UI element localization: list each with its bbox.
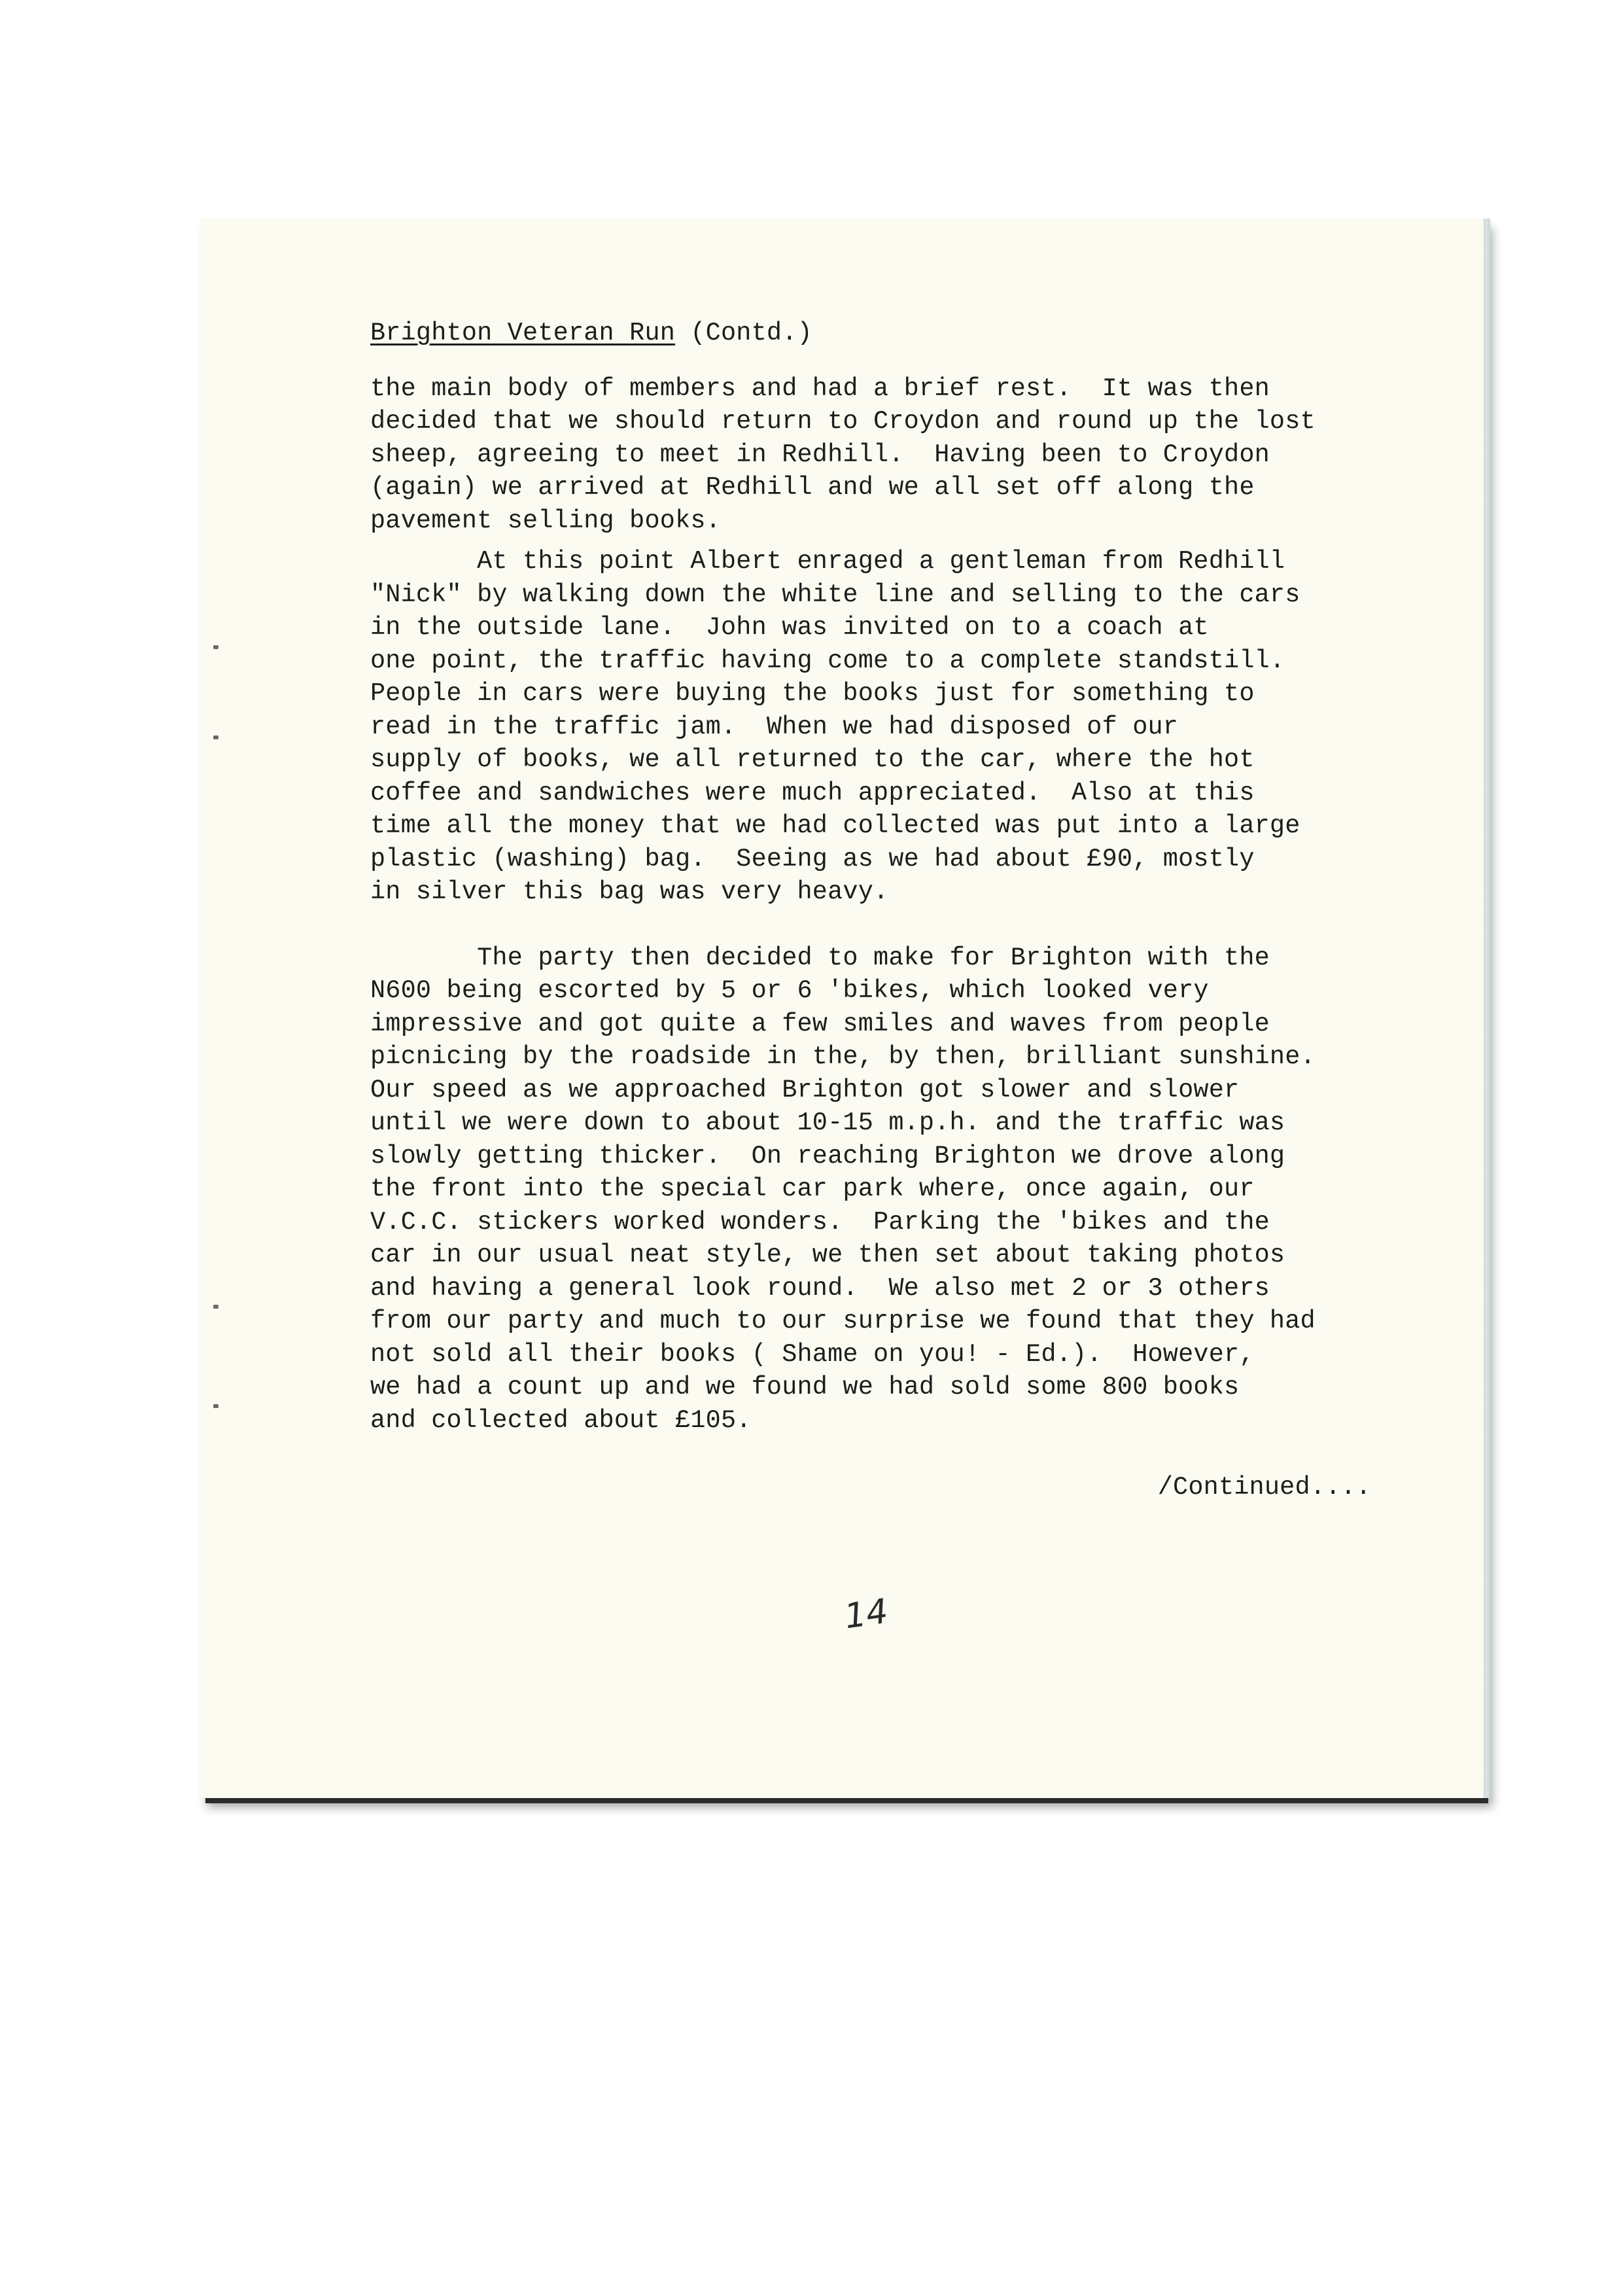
section-heading <box>370 317 1391 350</box>
text-line: time all the money that we had collected was put into a large <box>370 811 1300 840</box>
text-line: one point, the traffic having come to a complete standstill. <box>370 646 1285 675</box>
text-line: we had a count up and we found we had sold some 800 books <box>370 1373 1240 1402</box>
text-line: and collected about £105. <box>370 1405 752 1435</box>
text-line: coffee and sandwiches were much appreciated. Also at this <box>370 778 1255 807</box>
text-line: supply of books, we all returned to the car, where the hot <box>370 745 1255 774</box>
text-line: from our party and much to our surprise we found that they had <box>370 1307 1316 1335</box>
staple-mark <box>213 645 218 649</box>
text-line: in the outside lane. John was invited on to a coach at <box>370 613 1209 642</box>
text-line: At this point Albert enraged a gentleman from Redhill <box>370 547 1285 576</box>
text-line: impressive and got quite a few smiles and waves from people <box>370 1009 1270 1038</box>
text-line: read in the traffic jam. When we had disposed of our <box>370 712 1179 741</box>
text-line: until we were down to about 10-15 m.p.h. and the traffic was <box>370 1108 1285 1137</box>
staple-mark <box>213 1404 218 1408</box>
text-line: slowly getting thicker. On reaching Brighton we drove along <box>370 1141 1285 1171</box>
text-line: plastic (washing) bag. Seeing as we had about £90, mostly <box>370 844 1255 874</box>
text-line: the main body of members and had a brief rest. It was then <box>370 374 1270 403</box>
text-line: (again) we arrived at Redhill and we all set off along the <box>370 473 1255 502</box>
heading-title: Brighton Veteran Run <box>370 319 676 347</box>
text-line: car in our usual neat style, we then set about taking photos <box>370 1241 1285 1269</box>
document-body <box>370 317 1391 1504</box>
text-line: V.C.C. stickers worked wonders. Parking the 'bikes and the <box>370 1207 1270 1237</box>
staple-mark <box>213 735 218 739</box>
text-line: the front into the special car park where, once again, our <box>370 1174 1255 1203</box>
text-line: People in cars were buying the books just for something to <box>370 679 1255 708</box>
text-line: pavement selling books. <box>370 506 721 535</box>
page-number: 14 <box>842 1591 891 1637</box>
text-line: picnicing by the roadside in the, by then, brilliant sunshine. <box>370 1042 1316 1071</box>
text-line: The party then decided to make for Brighton with the <box>370 943 1270 972</box>
paragraph <box>370 372 1391 538</box>
paragraph <box>370 545 1391 909</box>
staple-mark <box>213 1305 218 1309</box>
text-line: N600 being escorted by 5 or 6 'bikes, which looked very <box>370 976 1209 1005</box>
paragraph <box>370 942 1391 1438</box>
document-page <box>200 219 1486 1798</box>
text-line: "Nick" by walking down the white line and selling to the cars <box>370 580 1300 609</box>
text-line: in silver this bag was very heavy. <box>370 877 889 906</box>
continued-note: /Continued.... <box>1157 1473 1371 1502</box>
text-line: decided that we should return to Croydon and round up the lost <box>370 407 1316 436</box>
heading-suffix: (Contd.) <box>675 319 812 347</box>
text-line: and having a general look round. We also met 2 or 3 others <box>370 1273 1270 1303</box>
text-line: not sold all their books ( Shame on you! - Ed.). However, <box>370 1339 1255 1369</box>
text-line: sheep, agreeing to meet in Redhill. Having been to Croydon <box>370 440 1270 469</box>
text-line: Our speed as we approached Brighton got slower and slower <box>370 1075 1240 1104</box>
